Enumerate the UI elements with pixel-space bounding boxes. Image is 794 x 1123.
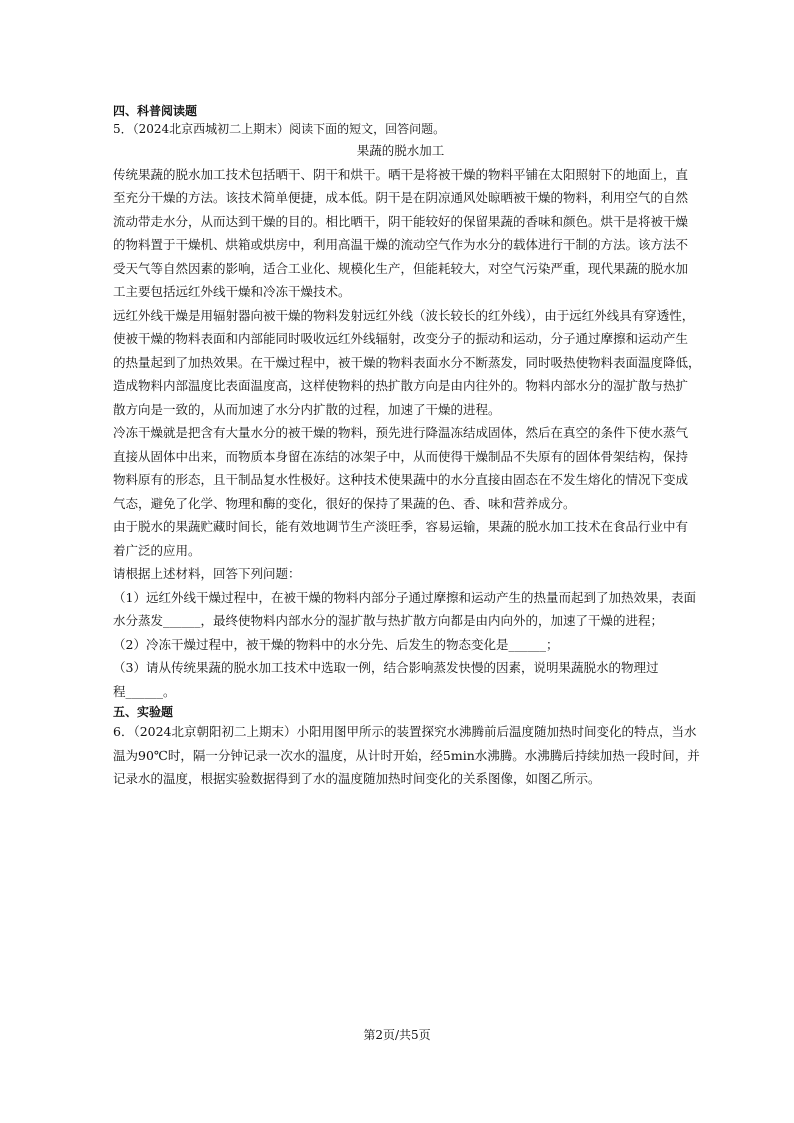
text-line: 着广泛的应用。 (113, 542, 201, 558)
text-line: 气态，避免了化学、物理和酶的变化，很好的保持了果蔬的色、香、味和营养成分。 (113, 495, 576, 511)
questions-prompt: 请根据上述材料，回答下列问题： (113, 566, 301, 581)
text-line: 受天气等自然因素的影响，适合工业化、规模化生产，但能耗较大，对空气污染严重，现代果蔬的脱水加 (113, 260, 689, 276)
paragraph-1 (113, 163, 688, 304)
text-line: 造成物料内部温度比表面温度高，这样使物料的热扩散方向是由内往外的。物料内部水分的湿扩散与热扩 (113, 378, 689, 393)
question-5-stem: 5．（2024北京西城初二上期末）阅读下面的短文，回答问题。 (113, 122, 446, 136)
text-line: 流动带走水分，从而达到干燥的目的。相比晒干，阴干能较好的保留果蔬的香味和颜色。烘干是将被干燥 (113, 213, 689, 229)
text-line: 散方向是一致的，从而加速了水分内扩散的过程，加速了干燥的进程。 (113, 401, 501, 417)
text-line: 物料原有的形态，且干制品复水性极好。这种技术使果蔬中的水分直接由固态在不发生熔化的情况下变成 (113, 472, 689, 487)
section-heading-experiment: 五、实验题 (113, 705, 174, 719)
text-line: 程______。 (113, 683, 176, 699)
paragraph-4 (113, 515, 688, 562)
text-line: 记录水的温度，根据实验数据得到了水的温度随加热时间变化的关系图像，如图乙所示。 (113, 771, 601, 786)
text-line: 6．（2024北京朝阳初二上期末）小阳用图甲所示的装置探究水沸腾前后温度随加热时间变化的特点，当水 (113, 724, 697, 739)
sub-question-2: （2）冷冻干燥过程中，被干燥的物料中的水分先、后发生的物态变化是______； (113, 636, 559, 652)
question-6 (113, 720, 700, 791)
text-line: （1）远红外线干燥过程中，在被干燥的物料内部分子通过摩擦和运动产生的热量而起到了加热效果，表面 (113, 589, 696, 605)
sub-question-3 (113, 656, 688, 703)
text-line: 水分蒸发______，最终使物料内部水分的湿扩散与热扩散方向都是由内向外的，加速了干燥的进程； (113, 613, 664, 628)
document-page (113, 104, 701, 791)
text-line: （3）请从传统果蔬的脱水加工技术中选取一例，结合影响蒸发快慢的因素，说明果蔬脱水的物理过 (113, 660, 659, 675)
text-line: 冷冻干燥就是把含有大量水分的被干燥的物料，预先进行降温冻结成固体，然后在真空的条件下使水蒸气 (113, 425, 689, 440)
text-line: 由于脱水的果蔬贮藏时间长，能有效地调节生产淡旺季，容易运输，果蔬的脱水加工技术在食品行业中有 (113, 519, 689, 534)
text-line: 温为90℃时，隔一分钟记录一次水的温度，从计时开始，经5min水沸腾。水沸腾后持续加热一段时间，并 (113, 747, 700, 763)
text-line: 直接从固体中出来，而物质本身留在冻结的冰架子中，从而使得干燥制品不失原有的固体骨架结构，保持 (113, 448, 689, 464)
text-line: 工主要包括远红外线干燥和冷冻干燥技术。 (113, 284, 351, 299)
text-line: 的热量起到了加热效果。在干燥过程中，被干燥的物料表面水分不断蒸发，同时吸热使物料表面温度降低， (113, 354, 701, 370)
text-line: 使被干燥的物料表面和内部能同时吸收远红外线辐射，改变分子的振动和运动，分子通过摩擦和运动产生 (113, 331, 689, 346)
text-line: 至充分干燥的方法。该技术简单便捷，成本低。阴干是在阴凉通风处晾晒被干燥的物料，利用空气的自然 (113, 190, 689, 205)
article-title: 果蔬的脱水加工 (356, 143, 445, 158)
paragraph-3 (113, 421, 688, 515)
text-line: 远红外线干燥是用辐射器向被干燥的物料发射远红外线（波长较长的红外线），由于远红外线具有穿透性， (113, 307, 695, 323)
sub-question-1 (113, 586, 696, 633)
section-heading-science-reading: 四、科普阅读题 (113, 104, 198, 118)
paragraph-2 (113, 304, 701, 422)
text-line: 的物料置于干燥机、烘箱或烘房中，利用高温干燥的流动空气作为水分的载体进行干制的方法。该方法不 (113, 237, 689, 252)
page-number-footer: 第2页/共5页 (363, 1028, 431, 1042)
text-line: 传统果蔬的脱水加工技术包括晒干、阴干和烘干。晒干是将被干燥的物料平铺在太阳照射下的地面上，直 (113, 166, 689, 182)
